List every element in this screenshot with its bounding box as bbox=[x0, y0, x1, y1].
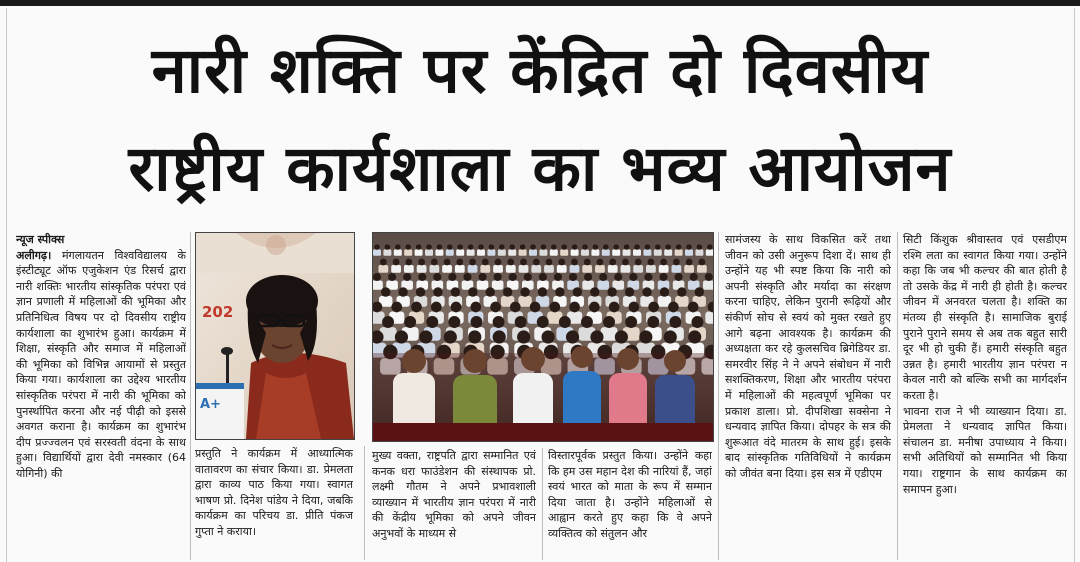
right-margin-rule bbox=[1074, 8, 1075, 562]
column-3-text: मुख्य वक्ता, राष्ट्रपति द्वारा सम्मानित एवं कनक धरा फाउंडेशन की संस्थापक प्रो. लक्ष्मी गौतम ने अपने प्रभावशाली व्याख्यान में भारतीय ज्ञान परंपरा में नारी की केंद्रीय भूमिका को अपने जीवन अनुभवों के माध्यम से bbox=[372, 449, 536, 540]
podium-logo-text: A+ bbox=[200, 397, 221, 412]
column-rule bbox=[364, 446, 365, 560]
photo-audience bbox=[372, 232, 714, 442]
audience-photo-illustration bbox=[373, 233, 713, 441]
column-6-paragraph-2: भावना राज ने भी व्याख्यान दिया। डा. प्रेमलता ने धन्यवाद ज्ञापित किया। संचालन डा. मनीषा उपाध्याय ने किया। सभी अतिथियों को सम्मानित भी किया गया। राष्ट्रगान के साथ कार्यक्रम का समापन हुआ। bbox=[903, 404, 1067, 496]
article-column-6 bbox=[903, 232, 1067, 560]
column-2-text: प्रस्तुति ने कार्यक्रम में आध्यात्मिक वातावरण का संचार किया। डा. प्रेमलता द्वारा काव्य पाठ किया गया। स्वागत भाषण प्रो. दिनेश पांडेय ने दिया, जबकि कार्यक्रम का परिचय डा. प्रीति पंकज गुप्ता ने कराया। bbox=[195, 447, 353, 538]
column-rule bbox=[190, 232, 191, 560]
dateline: अलीगढ़। bbox=[16, 248, 52, 262]
article-lead-text: मंगलायतन विश्वविद्यालय के इंस्टीट्यूट ऑफ एजुकेशन एंड रिसर्च द्वारा नारी शक्तिः भारतीय सांस्कृतिक परंपरा एवं ज्ञान प्रणाली में महिलाओं की भूमिका और प्रतिनिधित्व विषय पर दो दिवसीय राष्ट्रीय कार्यशाला का शुभारंभ हुआ। कार्यक्रम में शिक्षा, संस्कृति और समाज में महिलाओं की भूमिका को विभिन्न आयामों से प्रस्तुत किया गया। कार्यशाला का उद्देश्य भारतीय सांस्कृतिक परंपरा में नारी की भूमिका को पुनर्स्थापित करना और नई पीढ़ी को इससे अवगत कराना है। कार्यक्रम का शुभारंभ दीप प्रज्ज्वलन एवं सरस्वती वंदना के साथ हुआ। विद्यार्थियों द्वारा देवी नमस्कार (64 योगिनी) की bbox=[16, 248, 186, 480]
column-6-paragraph-1: सिटी किंशुक श्रीवास्तव एवं एसडीएम रश्मि लता का स्वागत किया गया। उन्होंने कहा कि जब भी कल्चर की बात होती है तो उसके केंद्र में नारी ही होती है। कल्चर जीवन में अनवरत चलता है। शक्ति का मंतव्य ही संस्कृति है। सामाजिक बुराई पुराने पुराने समय से अब तक बहुत सारी दूर भी हो चुकी हैं। हमारी संस्कृति बहुत उन्नत है। हमारी भारतीय ज्ञान परंपरा न केवल नारी को बल्कि सभी का मार्गदर्शन करता है। bbox=[903, 233, 1067, 402]
left-margin-rule bbox=[6, 8, 7, 562]
page-top-border bbox=[0, 0, 1080, 6]
column-rule bbox=[897, 232, 898, 560]
headline-line-2: राष्ट्रीय कार्यशाला का भव्य आयोजन bbox=[128, 132, 952, 205]
column-4-text: विस्तारपूर्वक प्रस्तुत किया। उन्होंने कहा कि हम उस महान देश की नारियां हैं, जहां स्वयं भारत को माता के रूप में सम्मान दिया जाता है। उन्होंने महिलाओं से आह्वान करते हुए कहा कि वे अपने व्यक्तित्व को संतुलन और bbox=[548, 449, 712, 540]
backdrop-year-text: 202 bbox=[202, 303, 234, 321]
article-lead-paragraph bbox=[16, 248, 186, 482]
article-column-2 bbox=[195, 446, 353, 560]
headline-line-1: नारी शक्ति पर केंद्रित दो दिवसीय bbox=[151, 34, 929, 107]
column-5-text: सामंजस्य के साथ विकसित करें तथा जीवन को उसी अनुरूप दिशा दें। साथ ही उन्होंने यह भी स्पष्ट किया कि नारी को अपनी संस्कृति और मर्यादा का संरक्षण करना चाहिए, लेकिन पुरानी रूढ़ियों और संकीर्ण सोच से स्वयं को मुक्त रखते हुए आगे बढ़ना आवश्यक है। कार्यक्रम की अध्यक्षता कर रहे कुलसचिव ब्रिगेडियर डा. समरवीर सिंह ने ने अपने संबोधन में नारी सशक्तिकरण, शिक्षा और भारतीय परंपरा में महिलाओं की महत्वपूर्ण भूमिका पर प्रकाश डाला। प्रो. दीपशिखा सक्सेना ने धन्यवाद ज्ञापित किया। दोपहर के सत्र की शुरूआत वंदे मातरम के साथ हुई। इसके बाद सांस्कृतिक गतिविधियों ने कार्यक्रम को जीवंत बना दिया। इस सत्र में एडीएम bbox=[725, 233, 891, 480]
article-column-5 bbox=[725, 232, 891, 560]
article-column-3 bbox=[372, 448, 536, 560]
article-column-1 bbox=[16, 232, 186, 560]
article-column-4 bbox=[548, 448, 712, 560]
speaker-photo-illustration bbox=[196, 233, 354, 439]
photo-speaker-at-podium bbox=[195, 232, 355, 440]
column-rule bbox=[542, 448, 543, 560]
column-rule bbox=[718, 232, 719, 560]
byline: न्यूज स्पीक्स bbox=[16, 233, 65, 246]
